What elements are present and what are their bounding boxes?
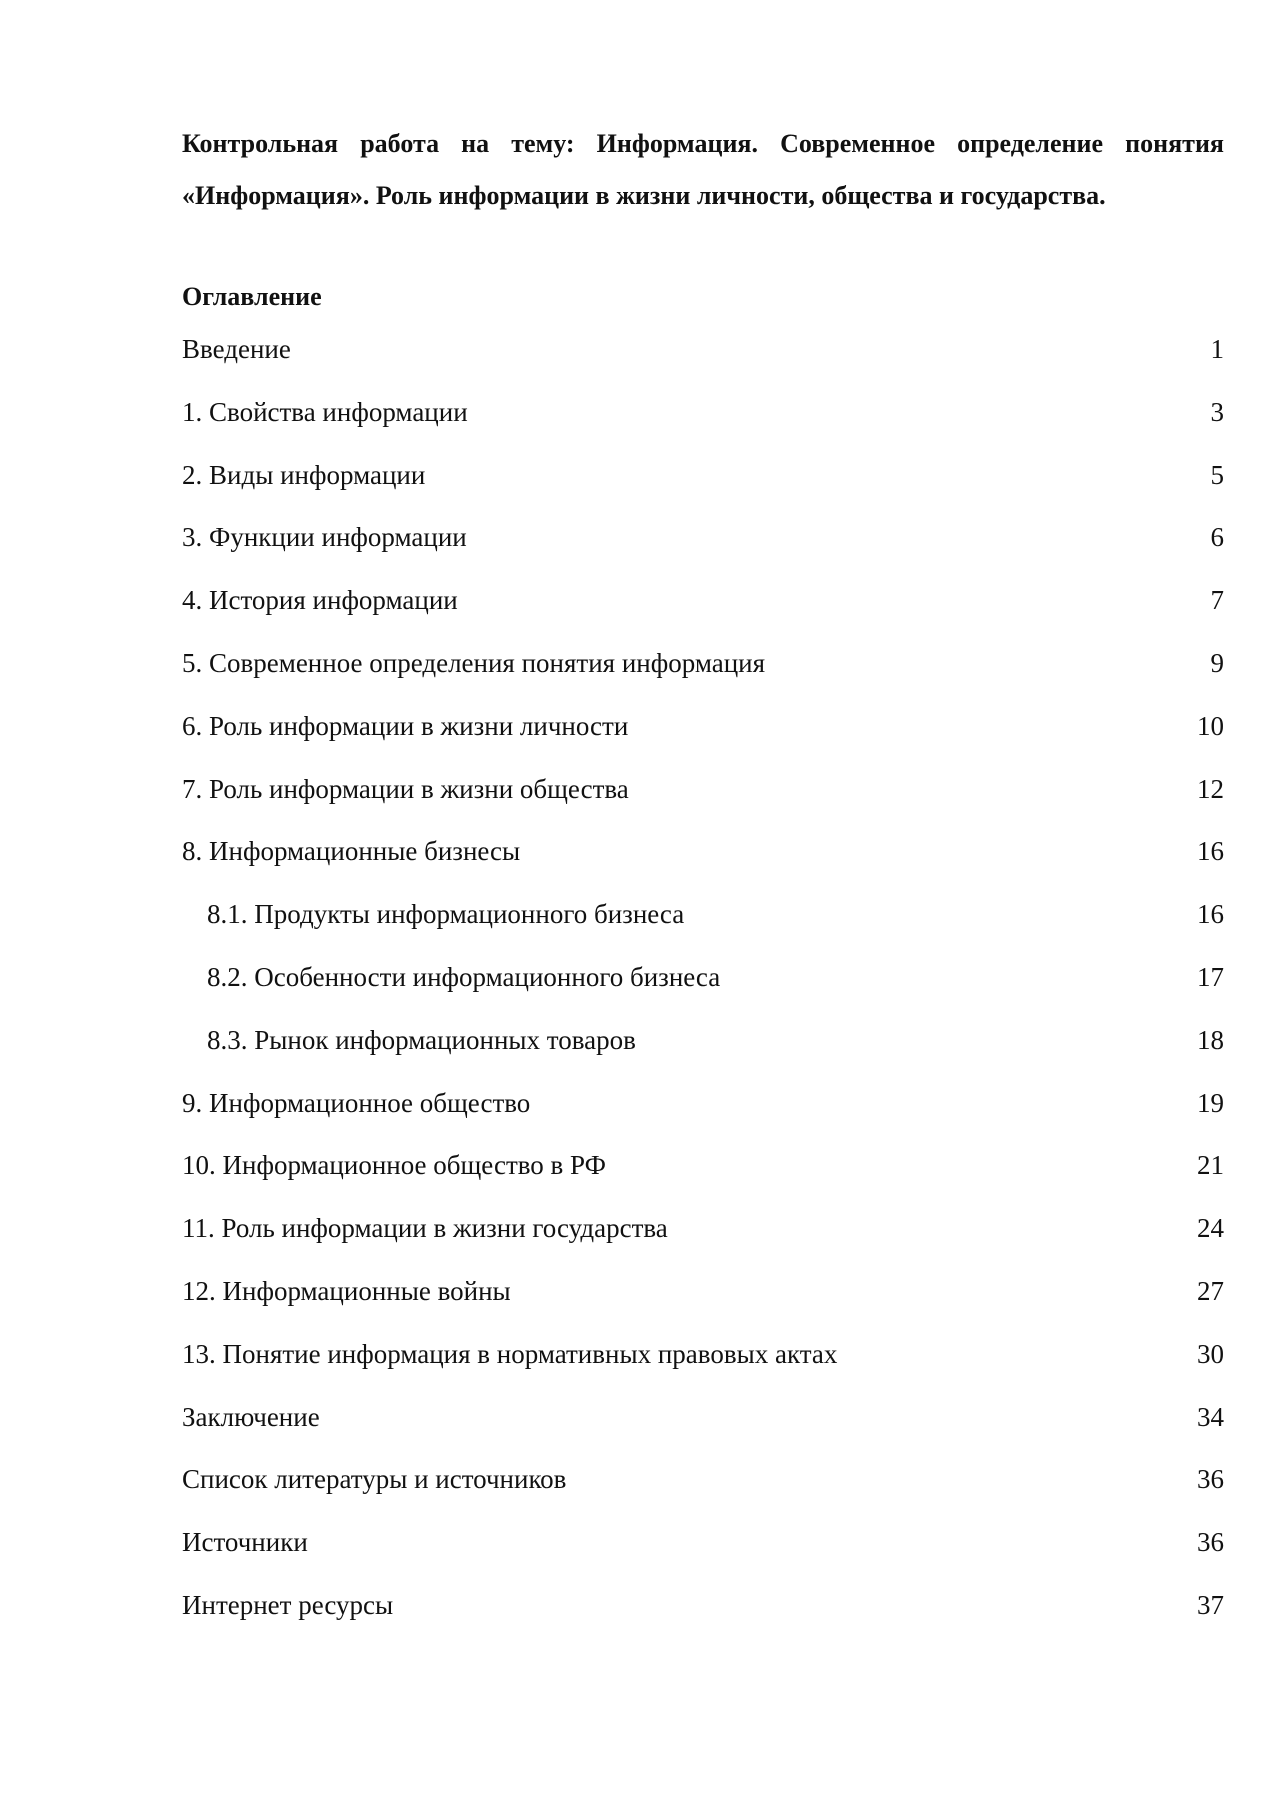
toc-entry-label: 6. Роль информации в жизни личности — [182, 710, 629, 741]
toc-entry-page: 30 — [1197, 1338, 1224, 1369]
toc-entry-page: 9 — [1210, 647, 1224, 678]
toc-entry-page: 17 — [1197, 961, 1224, 992]
toc-entry[interactable] — [182, 323, 1224, 386]
toc-heading: Оглавление — [182, 282, 322, 311]
toc-entry[interactable] — [182, 449, 1224, 512]
toc-entry-label: 8.3. Рынок информационных товаров — [207, 1024, 636, 1055]
toc-entry-label: Список литературы и источников — [182, 1464, 567, 1495]
toc-entry-page: 16 — [1197, 899, 1224, 930]
toc-entry-page: 27 — [1197, 1275, 1224, 1306]
toc-entry-page: 37 — [1197, 1589, 1224, 1620]
toc-entry-label: 2. Виды информации — [182, 459, 426, 490]
toc-entry[interactable] — [182, 574, 1224, 637]
toc-entry-label: Источники — [182, 1527, 308, 1558]
table-of-contents — [182, 323, 1224, 1642]
toc-entry-label: 8.1. Продукты информационного бизнеса — [207, 899, 685, 930]
document-title: Контрольная работа на тему: Информация. Современное определение понятия «Информация». Роль информации в жизни личности, общества и государства. — [182, 129, 1224, 210]
toc-entry-page: 12 — [1197, 773, 1224, 804]
toc-entry[interactable] — [182, 700, 1224, 763]
toc-entry-label: 7. Роль информации в жизни общества — [182, 773, 629, 804]
toc-entry-page: 5 — [1210, 459, 1224, 490]
toc-entry-label: Заключение — [182, 1401, 320, 1432]
toc-entry[interactable] — [182, 1139, 1224, 1202]
toc-entry-label: 11. Роль информации в жизни государства — [182, 1213, 668, 1244]
toc-entry-label: Интернет ресурсы — [182, 1589, 394, 1620]
toc-entry[interactable] — [182, 1077, 1224, 1140]
toc-entry[interactable] — [182, 1328, 1224, 1391]
toc-entry-page: 18 — [1197, 1024, 1224, 1055]
toc-entry[interactable] — [182, 763, 1224, 826]
toc-entry[interactable] — [182, 637, 1224, 700]
toc-entry-label: 4. История информации — [182, 585, 458, 616]
toc-entry-page: 3 — [1210, 396, 1224, 427]
toc-entry[interactable] — [182, 1453, 1224, 1516]
toc-entry[interactable] — [182, 1516, 1224, 1579]
toc-entry[interactable] — [182, 1391, 1224, 1454]
toc-entry-page: 21 — [1197, 1150, 1224, 1181]
toc-entry-label: 1. Свойства информации — [182, 396, 468, 427]
toc-entry[interactable] — [182, 1202, 1224, 1265]
toc-entry-label: Введение — [182, 334, 291, 364]
toc-entry-label: 5. Современное определения понятия информация — [182, 647, 766, 678]
toc-entry-page: 36 — [1197, 1527, 1224, 1558]
toc-entry-label: 10. Информационное общество в РФ — [182, 1150, 606, 1181]
toc-entry-label: 8. Информационные бизнесы — [182, 836, 521, 867]
toc-entry-page: 6 — [1210, 522, 1224, 553]
toc-entry[interactable] — [182, 1579, 1224, 1642]
toc-entry-label: 3. Функции информации — [182, 522, 467, 553]
toc-entry-page: 19 — [1197, 1087, 1224, 1118]
toc-entry[interactable] — [182, 825, 1224, 888]
toc-entry-label: 9. Информационное общество — [182, 1087, 531, 1118]
toc-subentry[interactable] — [182, 1014, 1224, 1077]
toc-subentry[interactable] — [182, 888, 1224, 951]
toc-entry-page: 36 — [1197, 1464, 1224, 1495]
toc-entry-label: 12. Информационные войны — [182, 1275, 511, 1306]
toc-entry[interactable] — [182, 386, 1224, 449]
toc-subentry[interactable] — [182, 951, 1224, 1014]
toc-entry[interactable] — [182, 1265, 1224, 1328]
toc-entry-label: 13. Понятие информация в нормативных правовых актах — [182, 1338, 838, 1369]
toc-entry-page: 16 — [1197, 836, 1224, 867]
toc-entry-page: 34 — [1197, 1401, 1224, 1432]
toc-entry-page: 7 — [1210, 585, 1224, 616]
toc-entry-page: 1 — [1210, 334, 1224, 364]
toc-entry-page: 24 — [1197, 1213, 1224, 1244]
toc-entry-label: 8.2. Особенности информационного бизнеса — [207, 961, 721, 992]
toc-entry-page: 10 — [1197, 710, 1224, 741]
toc-entry[interactable] — [182, 511, 1224, 574]
